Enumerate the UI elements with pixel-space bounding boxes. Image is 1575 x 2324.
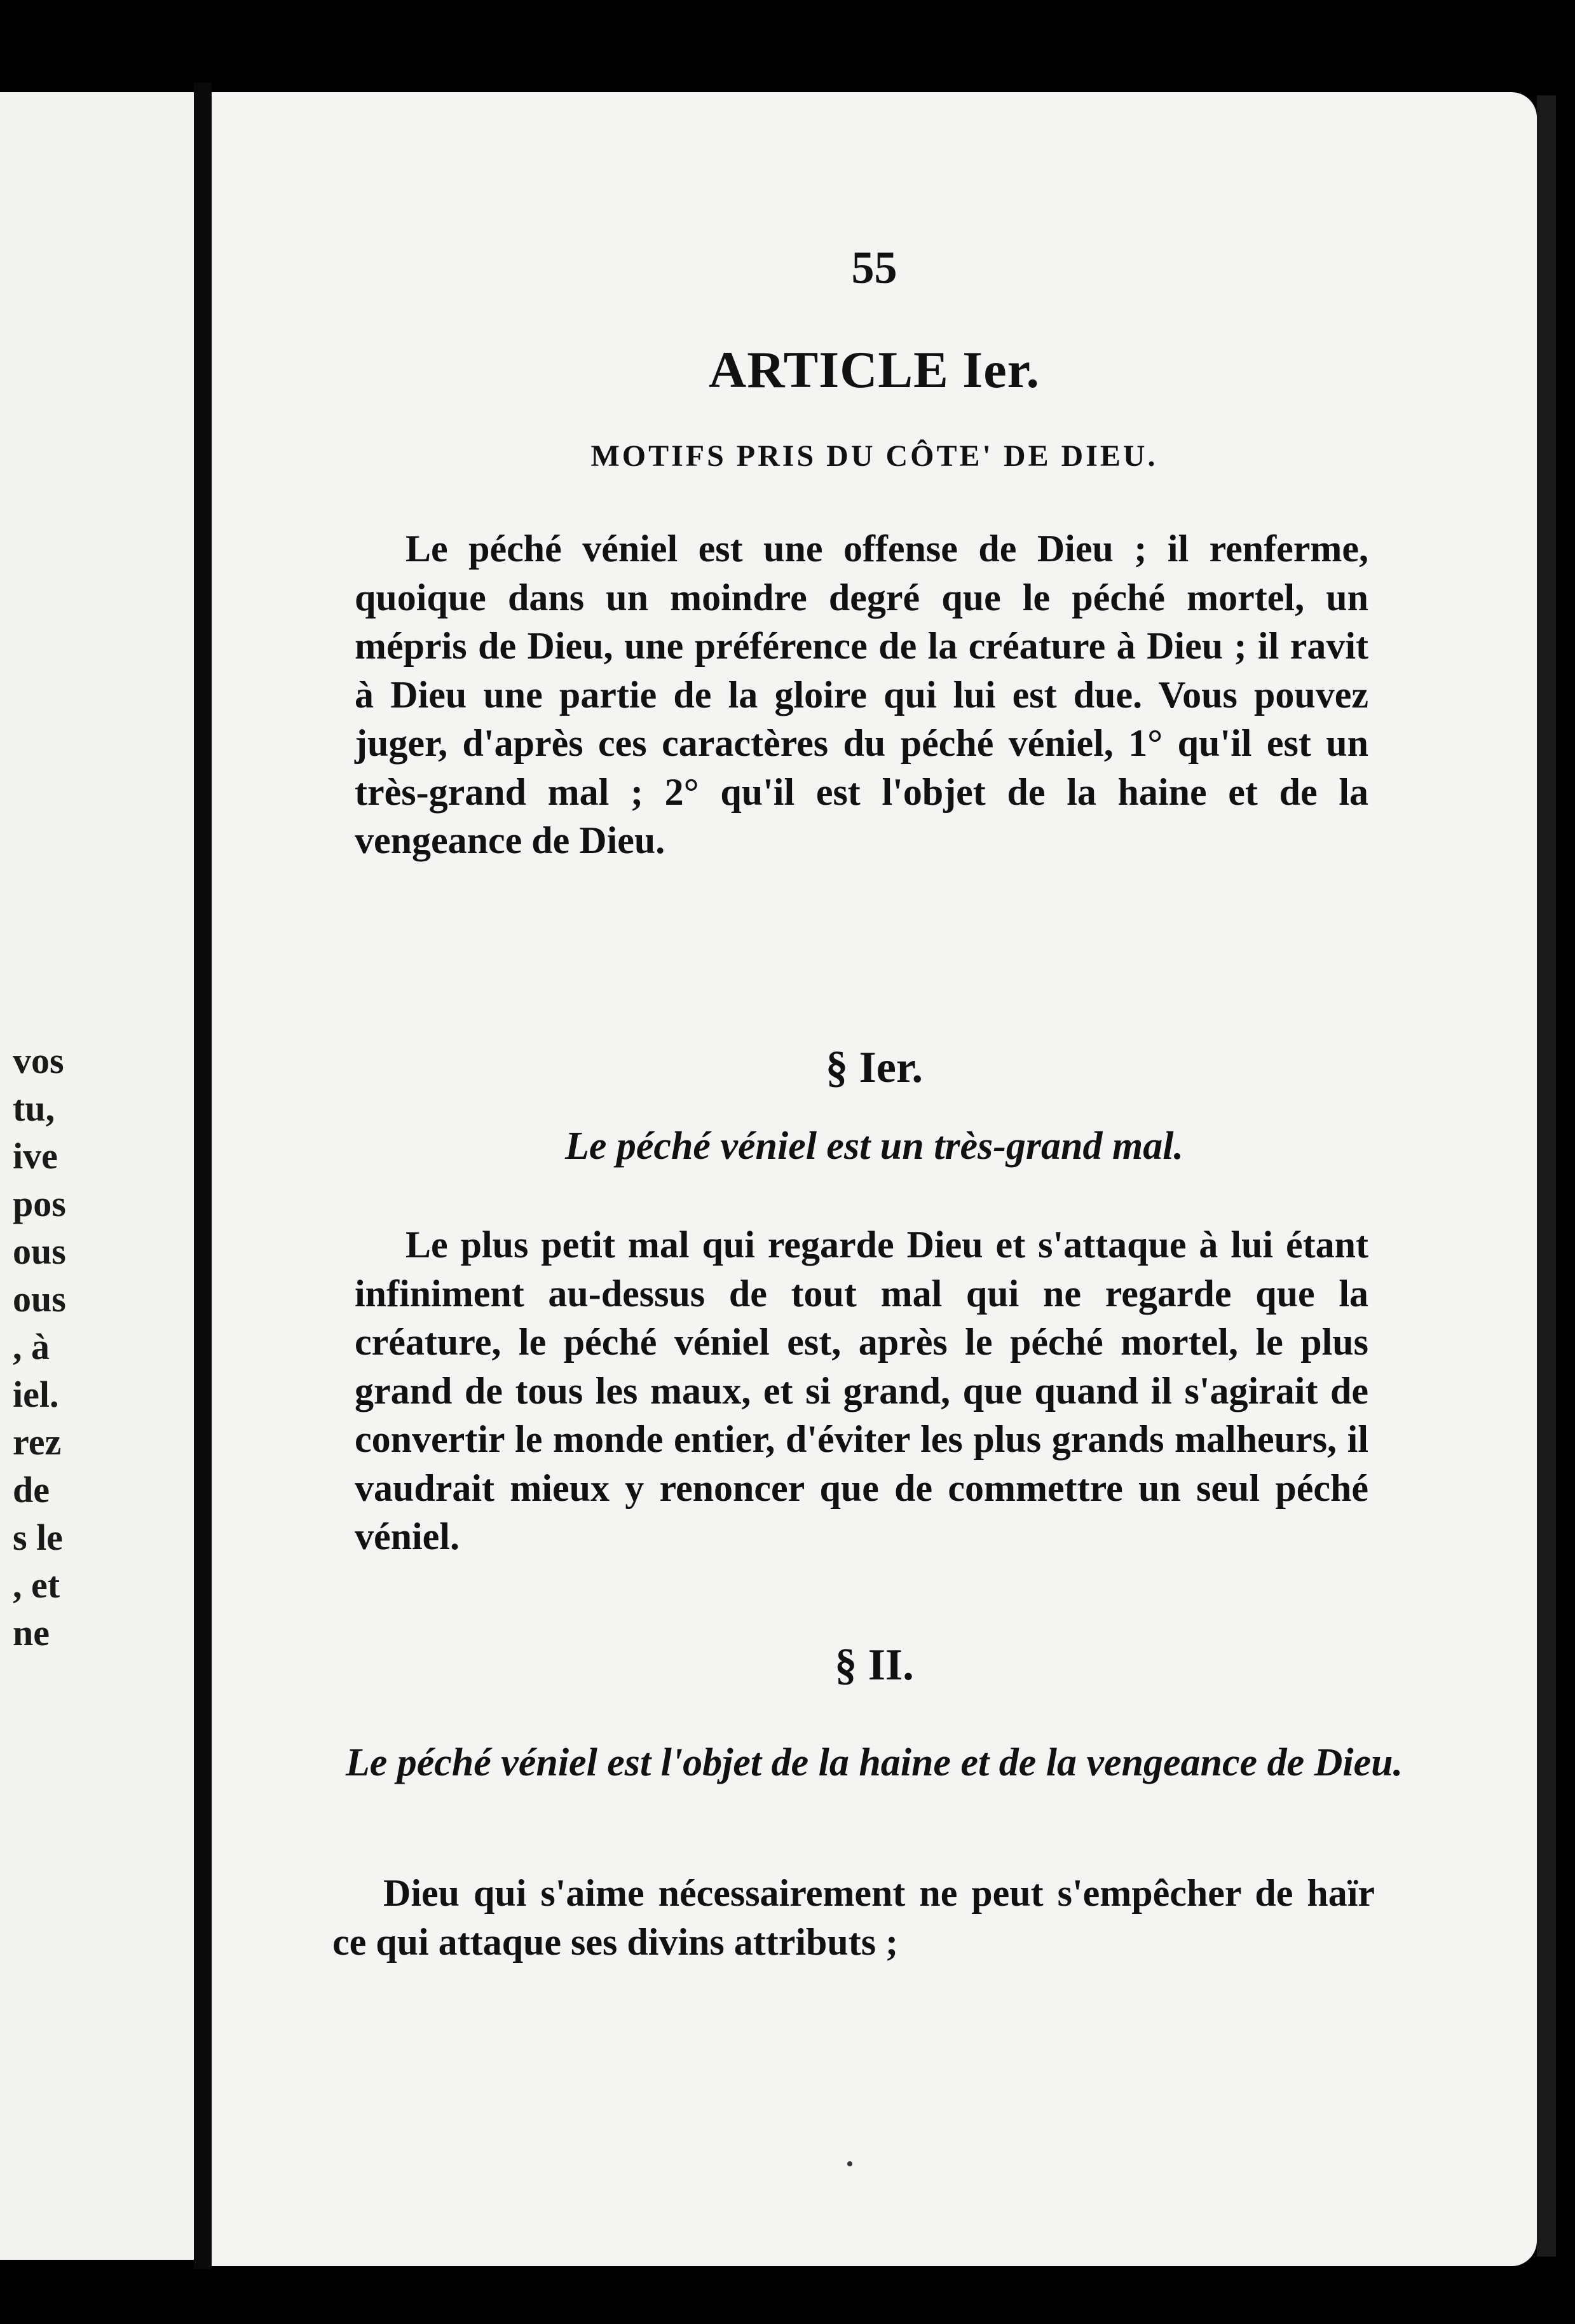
book-page <box>212 92 1537 2266</box>
article-subtitle: MOTIFS PRIS DU CÔTE' DE DIEU. <box>590 439 1158 473</box>
facing-page-fragment: ous <box>13 1278 66 1320</box>
section-2-title: Le péché véniel est l'objet de la haine et de la vengeance de Dieu. <box>345 1741 1403 1784</box>
page-number: 55 <box>851 242 897 293</box>
facing-page-fragment: , et <box>13 1564 60 1606</box>
facing-page <box>0 92 194 2260</box>
section-2-mark: § II. <box>835 1641 914 1690</box>
page-edge-shadow <box>1537 95 1556 2257</box>
facing-page-fragment: de <box>13 1469 50 1510</box>
section-2-paragraph: Dieu qui s'aime nécessairement ne peut s'empêcher de haïr ce qui attaque ses divins attributs ; <box>332 1872 1375 1963</box>
book-gutter <box>194 83 212 2269</box>
facing-page-fragment: , à <box>13 1326 50 1367</box>
facing-page-fragment: rez <box>13 1421 62 1463</box>
facing-page-fragment: ous <box>13 1231 66 1272</box>
facing-page-fragment: vos <box>13 1040 64 1081</box>
ink-speck <box>847 2161 852 2166</box>
article-title: ARTICLE Ier. <box>709 341 1040 399</box>
facing-page-fragment: s le <box>13 1517 63 1558</box>
page-content <box>212 92 1537 2266</box>
facing-page-fragment: pos <box>13 1183 66 1224</box>
intro-paragraph: Le péché véniel est une offense de Dieu ; il renferme, quoique dans un moindre degré que le péché mortel, un mépris de Dieu, une préférence de la créature à Dieu ; il ravit à Dieu une partie de la gloire qui lui est due. Vous pouvez juger, d'après ces caractères du péché véniel, 1° qu'il est un très-grand mal ; 2° qu'il est l'objet de la haine et de la vengeance de Dieu. <box>355 528 1368 861</box>
facing-page-fragment: ive <box>13 1135 58 1177</box>
facing-page-fragment: ne <box>13 1612 50 1653</box>
facing-page-fragment: iel. <box>13 1374 59 1415</box>
section-1-paragraph: Le plus petit mal qui regarde Dieu et s'attaque à lui étant infiniment au-dessus de tout mal qui ne regarde que la créature, le péché véniel est, après le péché mortel, le plus grand de tous les maux, et si grand, que quand il s'agirait de convertir le monde entier, d'éviter les plus grands malheurs, il vaudrait mieux y renoncer que de commettre un seul péché véniel. <box>355 1224 1368 1557</box>
section-1-mark: § Ier. <box>826 1043 923 1092</box>
facing-page-fragment: tu, <box>13 1088 55 1129</box>
section-1-title: Le péché véniel est un très-grand mal. <box>565 1124 1183 1168</box>
